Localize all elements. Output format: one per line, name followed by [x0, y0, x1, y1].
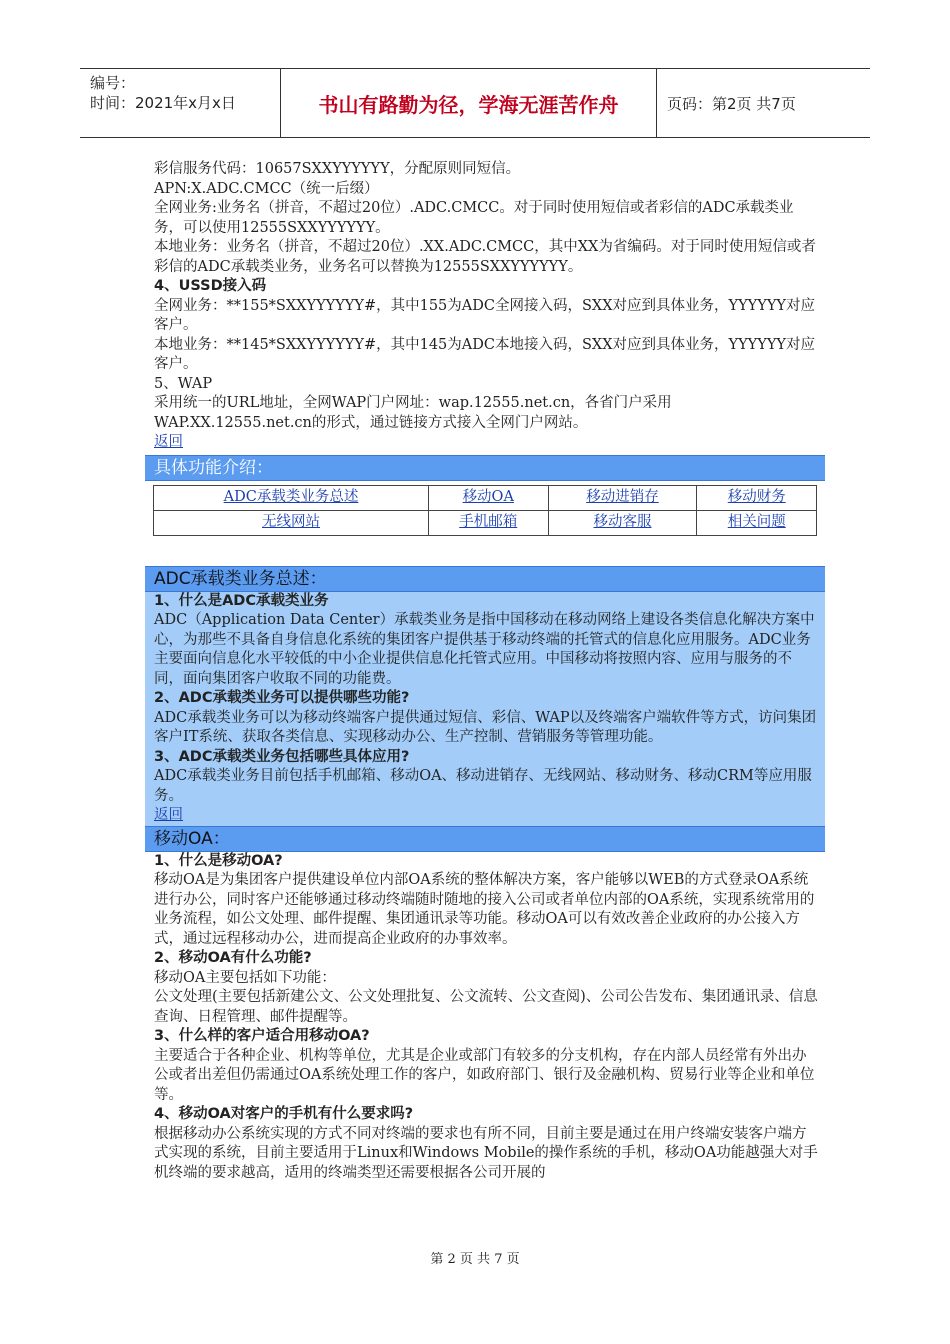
nav-link-faq[interactable]: 相关问题 [727, 513, 786, 530]
question-heading: 1、什么是移动OA? [154, 852, 283, 869]
answer-text: 主要适合于各种企业、机构等单位，尤其是企业或部门有较多的分支机构，存在内部人员经常有外出办公或者出差但仍需通过OA系统处理工作的客户，如政府部门、银行及金融机构、贸易行业等企业和单位等。 [154, 1047, 815, 1103]
features-nav-table [153, 485, 817, 536]
answer-text: ADC承载类业务可以为移动终端客户提供通过短信、彩信、WAP以及终端客户端软件等方式，访问集团客户IT系统、获取各类信息、实现移动办公、生产控制、营销服务等管理功能。 [154, 709, 817, 745]
oa-title-bar: 移动OA： [145, 826, 825, 852]
answer-text: 根据移动办公系统实现的方式不同对终端的要求也有所不同，目前主要是通过在用户终端安装客户端方式实现的系统，目前主要适用于Linux和Windows Mobile的操作系统的手机，移动OA功能越强大对手机终端的要求越高，适用的终端类型还需要根据各公司开展的 [154, 1125, 818, 1181]
answer-text: ADC承载类业务目前包括手机邮箱、移动OA、移动进销存、无线网站、移动财务、移动CRM等应用服务。 [154, 768, 812, 804]
overview-title-bar: ADC承载类业务总述： [145, 566, 825, 592]
header-page-code: 页码：第2页 共7页 [667, 94, 796, 113]
header-meta [80, 69, 281, 137]
header-motto: 书山有路勤为径，学海无涯苦作舟 [281, 69, 657, 137]
answer-text: 公文处理(主要包括新建公文、公文处理批复、公文流转、公文查阅)、公司公告发布、集团通讯录、信息查询、日程管理、邮件提醒等。 [154, 989, 818, 1025]
intro-line: 全网业务：**155*SXXYYYYYY#，其中155为ADC全网接入码，SXX对应到具体业务，YYYYYY对应客户。 [154, 297, 815, 333]
intro-line: 全网业务:业务名（拼音，不超过20位）.ADC.CMCC。对于同时使用短信或者彩信的ADC承载类业务，可以使用12555SXXYYYYYY。 [154, 200, 794, 236]
intro-line: 采用统一的URL地址，全网WAP门户网址：wap.12555.net.cn，各省门户采用WAP.XX.12555.net.cn的形式，通过链接方式接入全网门户网站。 [154, 395, 672, 431]
section-heading: 4、USSD接入码 [154, 278, 267, 294]
question-heading: 4、移动OA对客户的手机有什么要求吗? [154, 1106, 414, 1122]
document-body [145, 160, 825, 1183]
features-title-bar: 具体功能介绍： [145, 455, 825, 481]
question-heading: 3、什么样的客户适合用移动OA? [154, 1028, 370, 1044]
nav-link-mobile-finance[interactable]: 移动财务 [727, 488, 786, 505]
answer-text: ADC（Application Data Center）承载类业务是指中国移动在移动网络上建设各类信息化解决方案中心，为那些不具备自身信息化系统的集团客户提供基于移动终端的托管式的信息化应用服务。ADC业务主要面向信息化水平较低的中小企业提供信息化托管式应用。中国移动将按照内容、应用与服务的不同，面向集团客户收取不同的功能费。 [154, 612, 815, 687]
nav-link-mobile-service[interactable]: 移动客服 [593, 513, 652, 530]
intro-line: APN:X.ADC.CMCC（统一后缀） [154, 180, 379, 197]
nav-link-mobile-inventory[interactable]: 移动进销存 [586, 488, 659, 505]
question-heading: 2、ADC承载类业务可以提供哪些功能? [154, 690, 410, 706]
overview-section [145, 592, 825, 826]
intro-line: 本地业务：**145*SXXYYYYYY#，其中145为ADC本地接入码，SXX对应到具体业务，YYYYYY对应客户。 [154, 336, 815, 372]
intro-line: 本地业务：业务名（拼音，不超过20位）.XX.ADC.CMCC，其中XX为省编码。对于同时使用短信或者彩信的ADC承载类业务，业务名可以替换为12555SXXYYYYYY。 [154, 239, 816, 275]
question-heading: 2、移动OA有什么功能? [154, 950, 312, 966]
back-link[interactable]: 返回 [154, 434, 183, 450]
doc-time-label: 时间：2021年x月x日 [90, 94, 236, 112]
back-link[interactable]: 返回 [154, 807, 183, 823]
answer-text: 移动OA是为集团客户提供建设单位内部OA系统的整体解决方案，客户能够以WEB的方式登录OA系统进行办公，同时客户还能够通过移动终端随时随地的接入公司或者单位内部的OA系统，实现系统常用的业务流程，如公文处理、邮件提醒、集团通讯录等功能。移动OA可以有效改善企业政府的办公接入方式，通过远程移动办公，进而提高企业政府的办事效率。 [154, 872, 815, 947]
nav-link-mobile-oa[interactable]: 移动OA [462, 488, 514, 505]
question-heading: 3、ADC承载类业务包括哪些具体应用? [154, 748, 410, 765]
section-heading: 5、WAP [154, 375, 213, 392]
answer-text: 移动OA主要包括如下功能： [154, 969, 336, 986]
doc-number-label: 编号： [90, 74, 136, 92]
page-header [80, 68, 870, 138]
nav-link-adc-overview[interactable]: ADC承载类业务总述 [223, 488, 359, 505]
page-footer: 第 2 页 共 7 页 [430, 1252, 520, 1267]
intro-line: 彩信服务代码：10657SXXYYYYYY，分配原则同短信。 [154, 161, 521, 177]
nav-link-mobile-mail[interactable]: 手机邮箱 [459, 513, 518, 530]
nav-link-wireless-site[interactable]: 无线网站 [261, 513, 320, 530]
question-heading: 1、什么是ADC承载类业务 [154, 592, 329, 609]
